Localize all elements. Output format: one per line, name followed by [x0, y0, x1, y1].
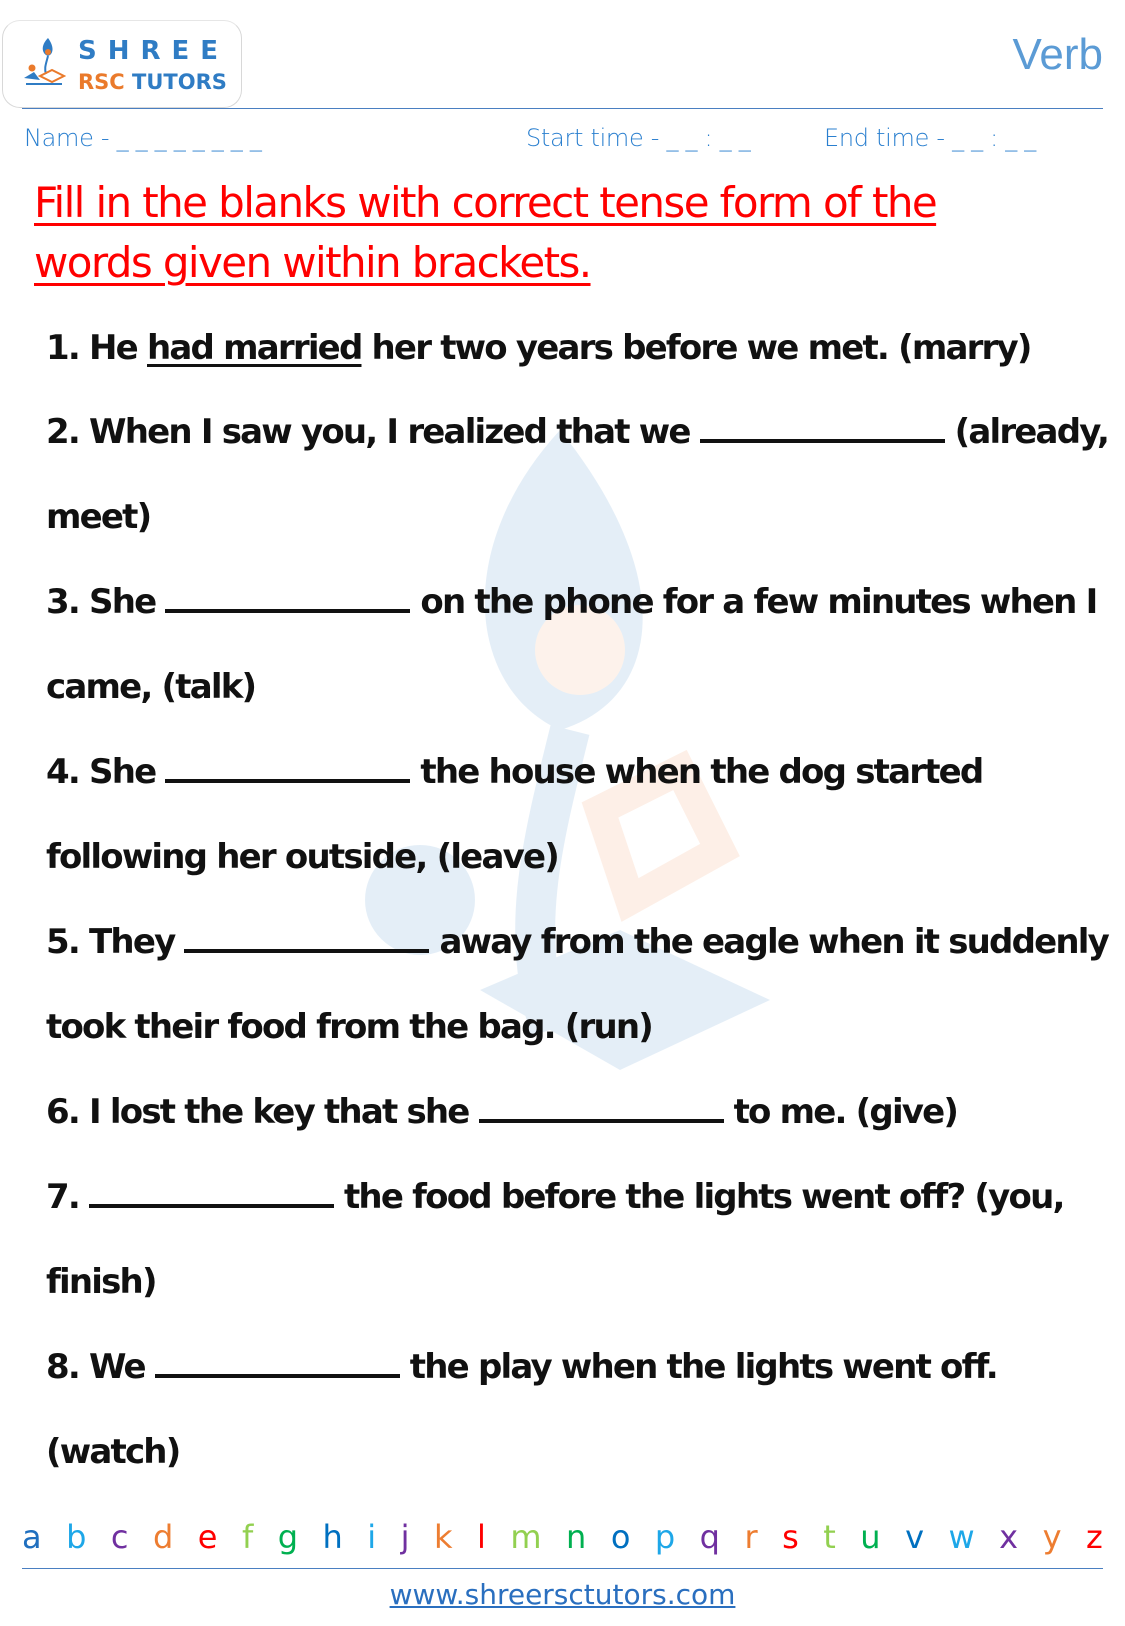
- alphabet-letter: u: [860, 1518, 881, 1556]
- logo-icon: [22, 36, 66, 88]
- question-5: 5. They away from the eagle when it suddenly: [46, 922, 1108, 962]
- logo-text-tutors-word: TUTORS: [132, 70, 227, 94]
- alphabet-letter: m: [510, 1518, 542, 1556]
- alphabet-letter: e: [197, 1518, 218, 1556]
- question-3: 3. She on the phone for a few minutes when I: [46, 582, 1097, 622]
- start-time-label: Start time - _ _ : _ _: [526, 124, 751, 152]
- worksheet-topic: Verb: [1012, 30, 1103, 79]
- alphabet-letter: j: [400, 1518, 410, 1556]
- answer-blank[interactable]: [184, 948, 429, 953]
- answer-blank[interactable]: [89, 1203, 334, 1208]
- answer-example: had married: [147, 328, 362, 368]
- alphabet-letter: k: [434, 1518, 453, 1556]
- alphabet-letter: y: [1042, 1518, 1062, 1556]
- question-2-cont: meet): [46, 497, 151, 537]
- alphabet-letter: w: [948, 1518, 975, 1556]
- question-8-cont: (watch): [46, 1432, 180, 1472]
- question-4-cont: following her outside, (leave): [46, 837, 558, 877]
- alphabet-letter: z: [1085, 1518, 1103, 1556]
- alphabet-strip: [22, 1518, 1103, 1556]
- alphabet-letter: s: [782, 1518, 799, 1556]
- question-2: 2. When I saw you, I realized that we (already,: [46, 412, 1109, 452]
- alphabet-letter: c: [110, 1518, 129, 1556]
- answer-blank[interactable]: [155, 1373, 400, 1378]
- alphabet-letter: x: [999, 1518, 1019, 1556]
- answer-blank[interactable]: [700, 438, 945, 443]
- instructions-line-2: words given within brackets.: [34, 238, 591, 287]
- alphabet-letter: t: [823, 1518, 836, 1556]
- question-1: 1. He had married her two years before we met. (marry): [46, 328, 1031, 368]
- logo-text-rsc: RSC: [78, 70, 125, 94]
- alphabet-letter: p: [654, 1518, 676, 1556]
- answer-blank[interactable]: [479, 1118, 724, 1123]
- name-field-label: Name - _ _ _ _ _ _ _ _: [24, 124, 262, 152]
- alphabet-letter: l: [477, 1518, 486, 1556]
- alphabet-letter: i: [367, 1518, 377, 1556]
- instructions-line-1: Fill in the blanks with correct tense form of the: [34, 178, 937, 227]
- alphabet-letter: d: [152, 1518, 174, 1556]
- alphabet-letter: v: [905, 1518, 924, 1556]
- alphabet-letter: a: [22, 1518, 42, 1556]
- answer-blank[interactable]: [165, 608, 410, 613]
- header-divider: [22, 108, 1103, 109]
- alphabet-letter: h: [322, 1518, 343, 1556]
- end-time-label: End time - _ _ : _ _: [824, 124, 1036, 152]
- question-7-cont: finish): [46, 1262, 156, 1302]
- question-8: 8. We the play when the lights went off.: [46, 1347, 997, 1387]
- alphabet-letter: b: [66, 1518, 87, 1556]
- answer-blank[interactable]: [165, 778, 410, 783]
- logo-text-shree: SHREE: [78, 36, 230, 66]
- question-3-cont: came, (talk): [46, 667, 256, 707]
- website-link[interactable]: www.shreersctutors.com: [389, 1578, 736, 1611]
- question-6: 6. I lost the key that she to me. (give): [46, 1092, 958, 1132]
- footer-divider: [22, 1568, 1103, 1569]
- alphabet-letter: r: [744, 1518, 758, 1556]
- question-7: 7. the food before the lights went off? (you,: [46, 1177, 1064, 1217]
- question-4: 4. She the house when the dog started: [46, 752, 983, 792]
- alphabet-letter: o: [610, 1518, 631, 1556]
- alphabet-letter: n: [566, 1518, 587, 1556]
- alphabet-letter: q: [699, 1518, 720, 1556]
- question-5-cont: took their food from the bag. (run): [46, 1007, 653, 1047]
- alphabet-letter: g: [277, 1518, 298, 1556]
- alphabet-letter: f: [241, 1518, 254, 1556]
- logo-text-tutors: [78, 70, 227, 94]
